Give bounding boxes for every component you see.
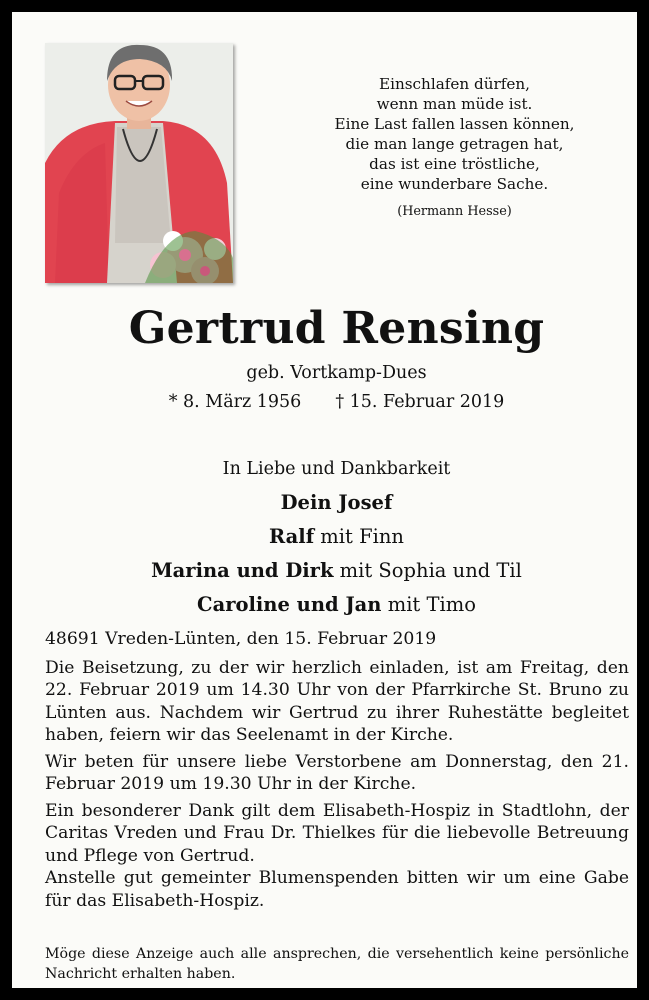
mourner-name: Dein Josef <box>280 491 393 514</box>
mourner-line <box>12 588 649 622</box>
poem-line: wenn man müde ist. <box>376 95 533 113</box>
birth-name: geb. Vortkamp-Dues <box>246 363 427 383</box>
portrait-icon <box>45 43 233 283</box>
deceased-name: Gertrud Rensing <box>128 303 545 354</box>
funeral-paragraph: Die Beisetzung, zu der wir herzlich einladen, ist am Freitag, den 22. Februar 2019 um 14.30 Uhr von der Pfarrkirche St. Bruno zu Lünten aus. Nachdem wir Gertrud zu ihrer Ruhestätte begleitet haben, feiern wir das Seelenamt in der Kirche. <box>45 657 629 745</box>
poem-line: das ist eine tröstliche, <box>369 155 540 173</box>
notice-footnote: Möge diese Anzeige auch alle ansprechen, die versehentlich keine persönliche Nachricht erhalten haben. <box>45 946 629 982</box>
gratitude-paragraph: Ein besonderer Dank gilt dem Elisabeth-Hospiz in Stadtlohn, der Caritas Vreden und Frau Dr. Thielkes für die liebevolle Betreuung und Pflege von Gertrud. <box>45 800 629 866</box>
mourner-line <box>12 554 649 588</box>
mourners-intro: In Liebe und Dankbarkeit <box>222 459 451 479</box>
donations-paragraph: Anstelle gut gemeinter Blumenspenden bitten wir um eine Gabe für das Elisabeth-Hospiz. <box>45 868 629 911</box>
place-date: 48691 Vreden-Lünten, den 15. Februar 2019 <box>45 629 437 649</box>
poem-line: Einschlafen dürfen, <box>379 75 530 93</box>
birth-date: * 8. März 1956 <box>168 392 302 412</box>
mourner-line <box>12 486 649 520</box>
prayer-paragraph: Wir beten für unsere liebe Verstorbene am Donnerstag, den 21. Februar 2019 um 19.30 Uhr in der Kirche. <box>45 751 629 794</box>
notice-body <box>45 628 629 912</box>
poem <box>302 74 607 222</box>
mourner-extra: mit Finn <box>314 525 404 548</box>
poem-attribution: (Hermann Hesse) <box>397 204 512 219</box>
death-date: † 15. Februar 2019 <box>335 392 505 412</box>
life-dates <box>12 392 649 412</box>
mourners-block <box>12 452 649 622</box>
mourner-extra: mit Sophia und Til <box>333 559 522 582</box>
poem-line: eine wunderbare Sache. <box>360 175 549 193</box>
mourner-line <box>12 520 649 554</box>
mourner-name: Ralf <box>269 525 315 548</box>
mourner-name: Marina und Dirk <box>151 559 334 582</box>
mourner-name: Caroline und Jan <box>197 593 382 616</box>
poem-line: die man lange getragen hat, <box>345 135 564 153</box>
mourner-extra: mit Timo <box>381 593 476 616</box>
portrait-photo <box>45 43 233 283</box>
poem-line: Eine Last fallen lassen können, <box>334 115 575 133</box>
